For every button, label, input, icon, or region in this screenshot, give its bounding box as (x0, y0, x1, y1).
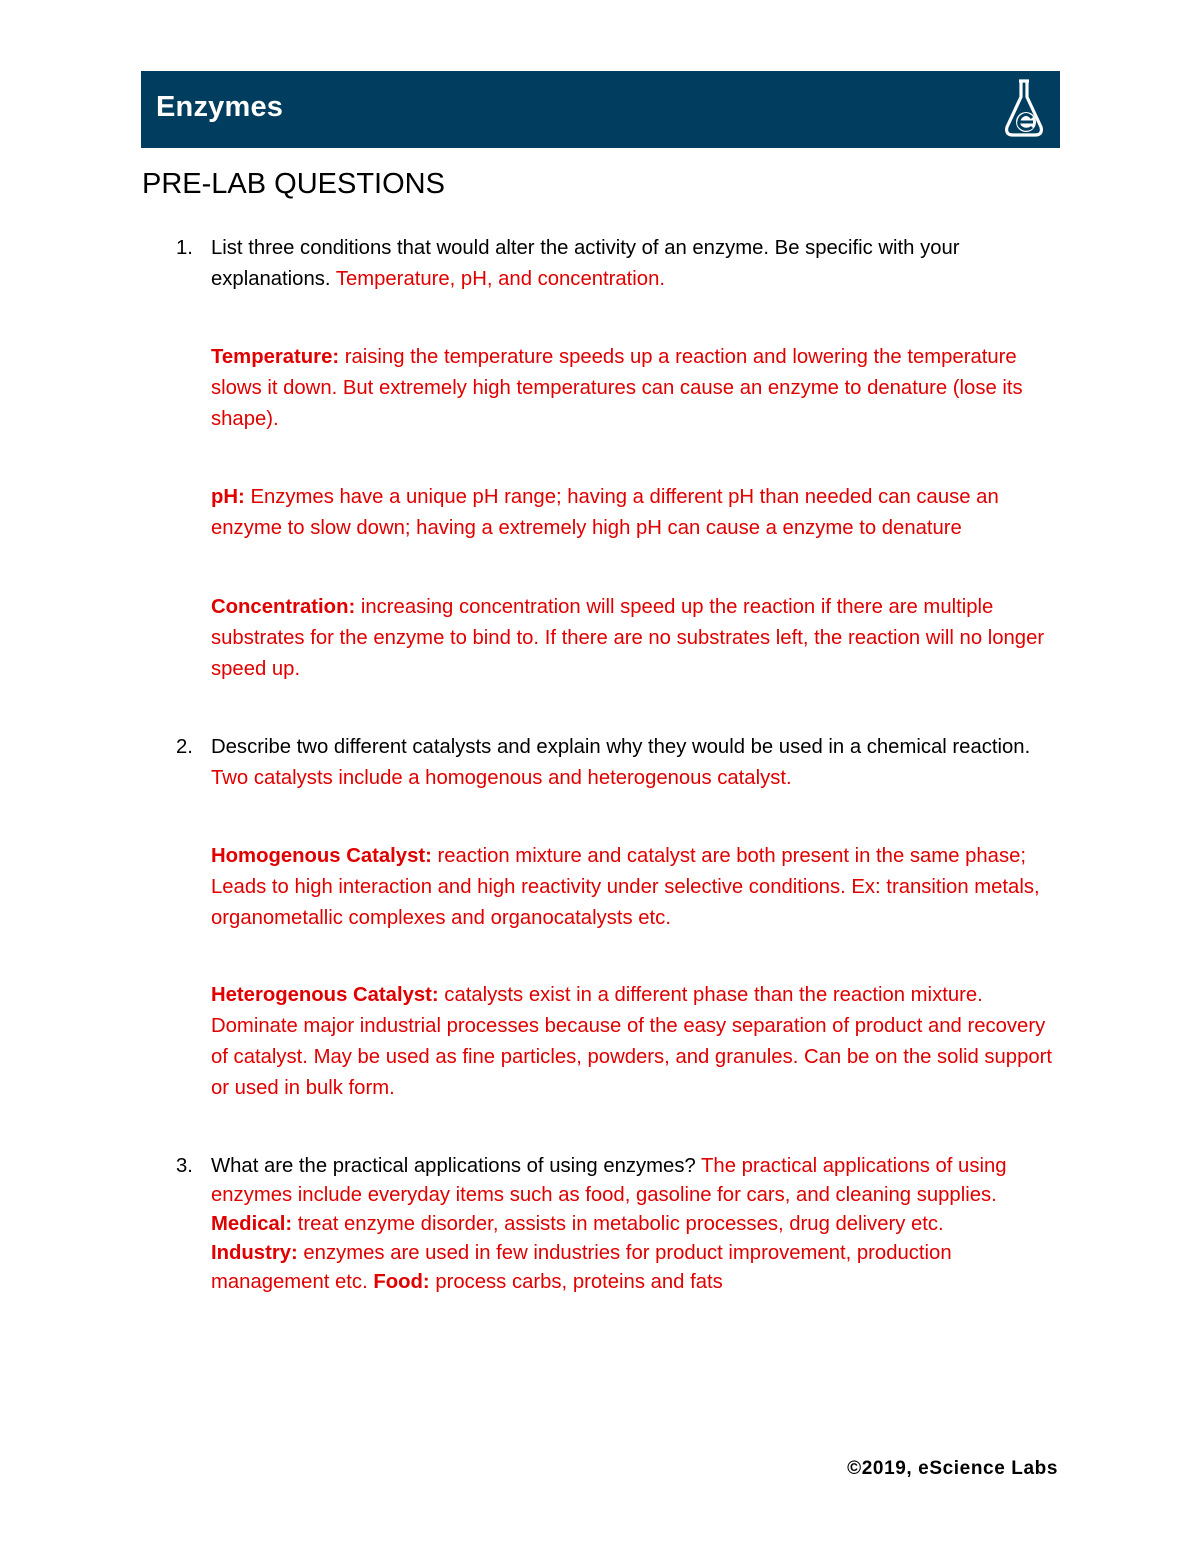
detail-text: catalysts exist in a different phase than the reaction mixture. Dominate major industrial processes because of the easy separation of product and recovery of catalyst. May be used as fine particles, powders, and granules. Can be on the solid support or used in bulk form. (211, 984, 1053, 1099)
question-text: What are the practical applications of using enzymes? (211, 1155, 696, 1177)
section-title: PRE-LAB QUESTIONS (142, 168, 445, 200)
detail-label: Temperature: (211, 346, 340, 368)
question-2 (176, 732, 1060, 794)
detail-text: reaction mixture and catalyst are both present in the same phase; Leads to high interaction and high reactivity under selective conditions. Ex: transition metals, organometallic complexes and organocatalysts etc. (211, 845, 1040, 929)
answer-text: Temperature, pH, and concentration. (335, 268, 666, 290)
detail-label: Homogenous Catalyst: (211, 845, 432, 867)
detail-label-industry: Industry: (211, 1242, 298, 1264)
answer-text: Two catalysts include a homogenous and heterogenous catalyst. (211, 767, 792, 789)
detail-temperature (211, 342, 1060, 435)
question-number: 2. (176, 736, 193, 758)
escience-flask-icon (999, 77, 1049, 142)
question-text: List three conditions that would alter the activity of an enzyme. Be specific with your explanations. (211, 237, 960, 290)
document-title: Enzymes (156, 91, 284, 123)
detail-homogenous-catalyst (211, 841, 1060, 934)
detail-text-industry: enzymes are used in few industries for product improvement, production management etc. (211, 1242, 952, 1293)
detail-text-medical: treat enzyme disorder, assists in metabolic processes, drug delivery etc. (297, 1213, 944, 1235)
question-text: Describe two different catalysts and explain why they would be used in a chemical reaction. (211, 736, 1031, 758)
question-1 (176, 233, 1060, 295)
question-number: 1. (176, 237, 193, 259)
header-banner (141, 71, 1060, 148)
detail-label-medical: Medical: (211, 1213, 293, 1235)
answer-text: The practical applications of using enzymes include everyday items such as food, gasoline for cars, and cleaning supplies. (211, 1155, 1007, 1206)
detail-label: pH: (211, 486, 245, 508)
copyright-footer: ©2019, eScience Labs (847, 1458, 1058, 1479)
detail-ph (211, 482, 1060, 544)
detail-text-food: process carbs, proteins and fats (435, 1271, 723, 1293)
detail-text: increasing concentration will speed up the reaction if there are multiple substrates for the enzyme to bind to. If there are no substrates left, the reaction will no longer speed up. (211, 596, 1045, 680)
detail-label-food: Food: (373, 1271, 430, 1293)
detail-heterogenous-catalyst (211, 980, 1060, 1104)
detail-text: Enzymes have a unique pH range; having a different pH than needed can cause an enzyme to slow down; having a extremely high pH can cause a enzyme to denature (211, 486, 999, 539)
question-3 (176, 1152, 1060, 1297)
question-number: 3. (176, 1155, 193, 1177)
detail-concentration (211, 592, 1060, 685)
detail-label: Heterogenous Catalyst: (211, 984, 439, 1006)
detail-text: raising the temperature speeds up a reaction and lowering the temperature slows it down. But extremely high temperatures can cause an enzyme to denature (lose its shape). (211, 346, 1023, 430)
detail-label: Concentration: (211, 596, 356, 618)
